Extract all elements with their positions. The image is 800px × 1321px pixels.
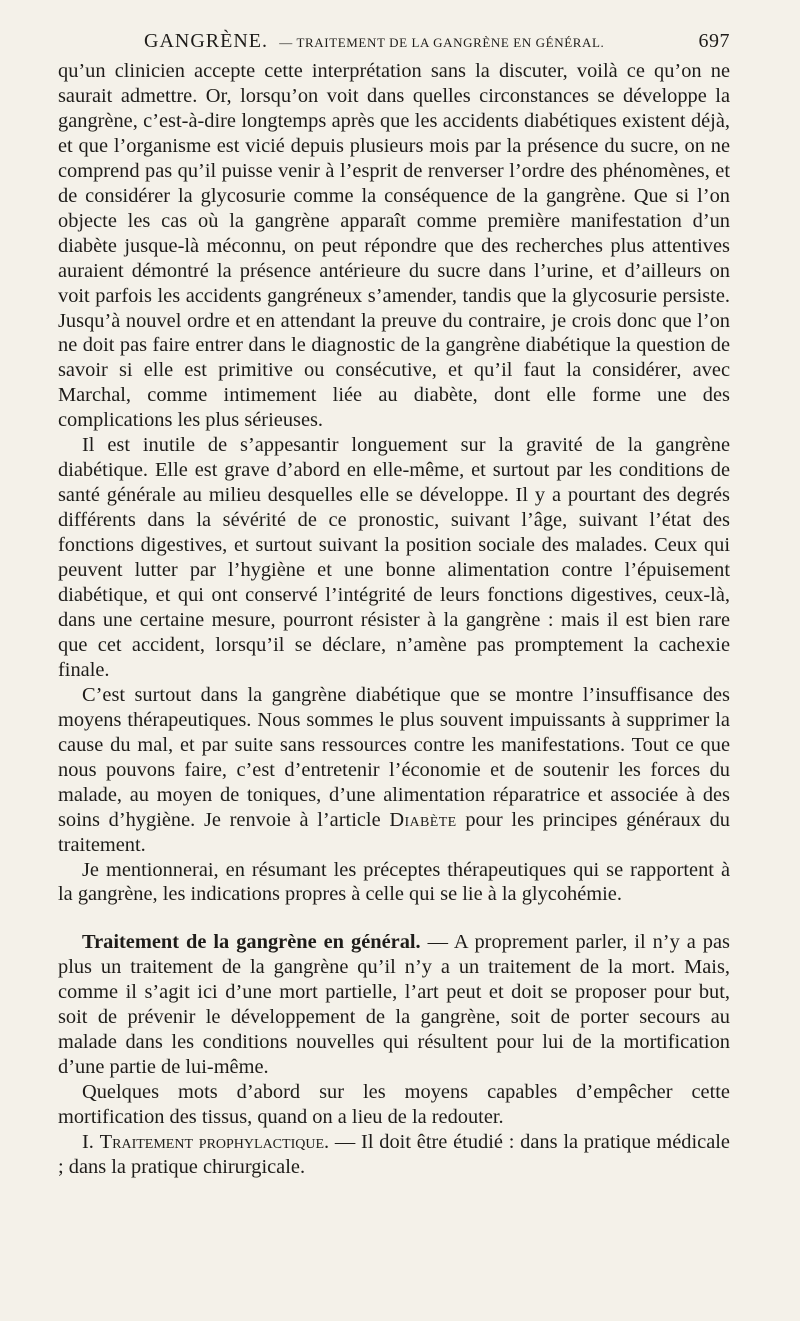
- section-numeral: I.: [82, 1131, 100, 1154]
- header-subtitle: — TRAITEMENT DE LA GANGRÈNE EN GÉNÉRAL.: [279, 35, 605, 50]
- page-number: 697: [698, 30, 730, 52]
- paragraph-prevention: Quelques mots d’abord sur les moyens capables d’empêcher cette mortification des tissus, quand on a lieu de la redouter.: [58, 1081, 730, 1129]
- paragraph-mention: Je mentionnerai, en résumant les préceptes thérapeutiques qui se rapportent à la gangrène, les indications propres à celle qui se lie à la glycohémie.: [58, 858, 730, 906]
- section-heading: Traitement de la gangrène en général.: [82, 931, 421, 954]
- paragraph-therapeutics: [58, 683, 730, 858]
- paragraph-prophylactic-text: — Il doit être étudié : dans la pratique médicale ; dans la pratique chirurgicale.: [58, 1131, 730, 1178]
- paragraph-general-treatment-text: — A proprement parler, il n’y a pas plus un traitement de la gangrène qu’il n’y a un traitement de la mort. Mais, comme il s’agit ici d’une mort partielle, l’art peut et doit se proposer pour but, soit de prévenir le développement de la gangrène, soit de porter secours au malade dans les conditions nouvelles qui résultent pour lui de la mortification d’une partie de lui-même.: [58, 931, 730, 1079]
- paragraph-prophylactic: [58, 1130, 730, 1180]
- paragraph-therapeutics-text: C’est surtout dans la gangrène diabétique que se montre l’insuffisance des moyens thérapeutiques. Nous sommes le plus souvent impuissants à supprimer la cause du mal, et par suite sans ressources contre les manifestations. Tout ce que nous pouvons faire, c’est d’entretenir l’économie et de soutenir les forces du malade, au moyen de toniques, d’une alimentation réparatrice et associée à des soins d’hygiène. Je renvoie à l’article: [58, 683, 730, 831]
- paragraph-therapeutics-end: pour les principes généraux du traitement.: [58, 808, 731, 856]
- paragraph-prognosis: Il est inutile de s’appesantir longuement sur la gravité de la gangrène diabétique. Elle est grave d’abord en elle-même, et surtout par les conditions de santé générale au milieu desquelles elle se développe. Il y a pourtant des degrés différents dans la sévérité de ce pronostic, suivant l’âge, suivant l’état des fonctions digestives, et surtout suivant la position sociale des malades. Ceux qui peuvent lutter par l’hygiène et une bonne alimentation contre l’épuisement diabétique, et qui ont conservé l’intégrité de leurs fonctions digestives, ceux-là, dans une certaine mesure, pourront résister à la gangrène : mais il est bien rare que cet accident, lorsqu’il se déclare, n’amène pas promptement la cachexie finale.: [58, 434, 730, 681]
- cross-reference-diabete: Diabète: [389, 808, 457, 831]
- paragraph-general-treatment: [58, 930, 730, 1080]
- running-header: [144, 30, 730, 53]
- main-text: [58, 59, 730, 1180]
- subsection-heading: Traitement prophylactique.: [99, 1131, 330, 1154]
- header-title: GANGRÈNE.: [144, 30, 268, 52]
- running-title: [144, 30, 604, 53]
- paragraph-continuation: qu’un clinicien accepte cette interprétation sans la discuter, voilà ce qu’on ne saurait admettre. Or, lorsqu’on voit dans quelles circonstances se développe la gangrène, c’est-à-dire longtemps après que les accidents diabétiques existent déjà, et que l’organisme est vicié depuis plusieurs mois par la présence du sucre, on ne comprend pas qu’il puisse venir à l’esprit de renverser l’ordre des phénomènes, et de considérer la glycosurie comme la conséquence de la gangrène. Que si l’on objecte les cas où la gangrène apparaît comme première manifestation d’un diabète jusque-là méconnu, on peut répondre que des recherches plus attentives auraient démontré la présence antérieure du sucre dans l’urine, et d’ailleurs on voit parfois les accidents gangréneux s’amender, tandis que la glycosurie persiste. Jusqu’à nouvel ordre et en attendant la preuve du contraire, je crois donc que l’on ne doit pas faire entrer dans le diagnostic de la gangrène diabétique la question de savoir si elle est primitive ou consécutive, et qu’il faut la considérer, avec Marchal, comme intimement liée au diabète, dont elle forme une des complications les plus sérieuses.: [58, 60, 730, 432]
